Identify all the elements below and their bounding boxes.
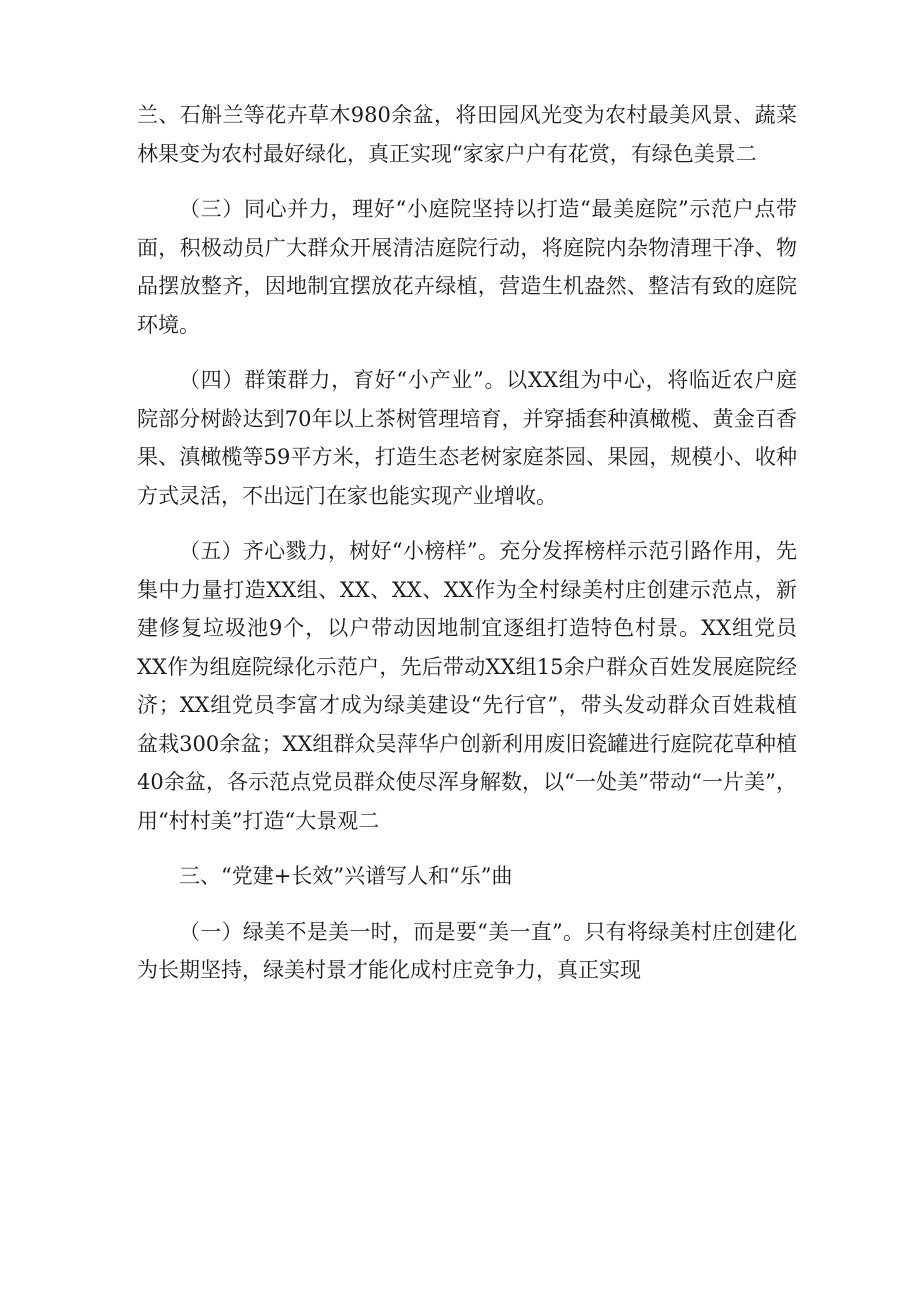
paragraph-flower-planting: 兰、石斛兰等花卉草木980余盆，将田园风光变为农村最美风景、蔬菜林果变为农村最好绿化，真正实现“家家户户有花赏，有绿色美景二	[137, 103, 797, 166]
paragraph-long-term: （一）绿美不是美一时，而是要“美一直”。只有将绿美村庄创建化为长期坚持，绿美村景才能化成村庄竞争力，真正实现	[137, 919, 797, 982]
paragraph-courtyard: （三）同心并力，理好“小庭院坚持以打造“最美庭院”示范户点带面，积极动员广大群众开展清洁庭院行动，将庭院内杂物清理干净、物品摆放整齐，因地制宜摆放花卉绿植，营造生机盎然、整洁有致的庭院环境。	[137, 197, 797, 337]
section-heading-party-building: 三、“党建+长效”兴谱写人和“乐”曲	[179, 864, 513, 888]
document-body	[137, 96, 797, 990]
paragraph-industry: （四）群策群力，育好“小产业”。以XX组为中心，将临近农户庭院部分树龄达到70年以上茶树管理培育，并穿插套种滇橄榄、黄金百香果、滇橄榄等59平方米，打造生态老树家庭茶园、果园，规模小、收种方式灵活，不出远门在家也能实现产业增收。	[137, 368, 797, 508]
paragraph-role-model: （五）齐心戮力，树好“小榜样”。充分发挥榜样示范引路作用，先集中力量打造XX组、XX、XX、XX作为全村绿美村庄创建示范点，新建修复垃圾池9个，以户带动因地制宜逐组打造特色村景。XX组党员XX作为组庭院绿化示范户，先后带动XX组15余户群众百姓发展庭院经济；XX组党员李富才成为绿美建设“先行官”，带头发动群众百姓栽植盆栽300余盆；XX组群众吴萍华户创新利用废旧瓷罐进行庭院花草种植40余盆，各示范点党员群众使尽浑身解数，以“一处美”带动“一片美”，用“村村美”打造“大景观二	[137, 539, 797, 833]
